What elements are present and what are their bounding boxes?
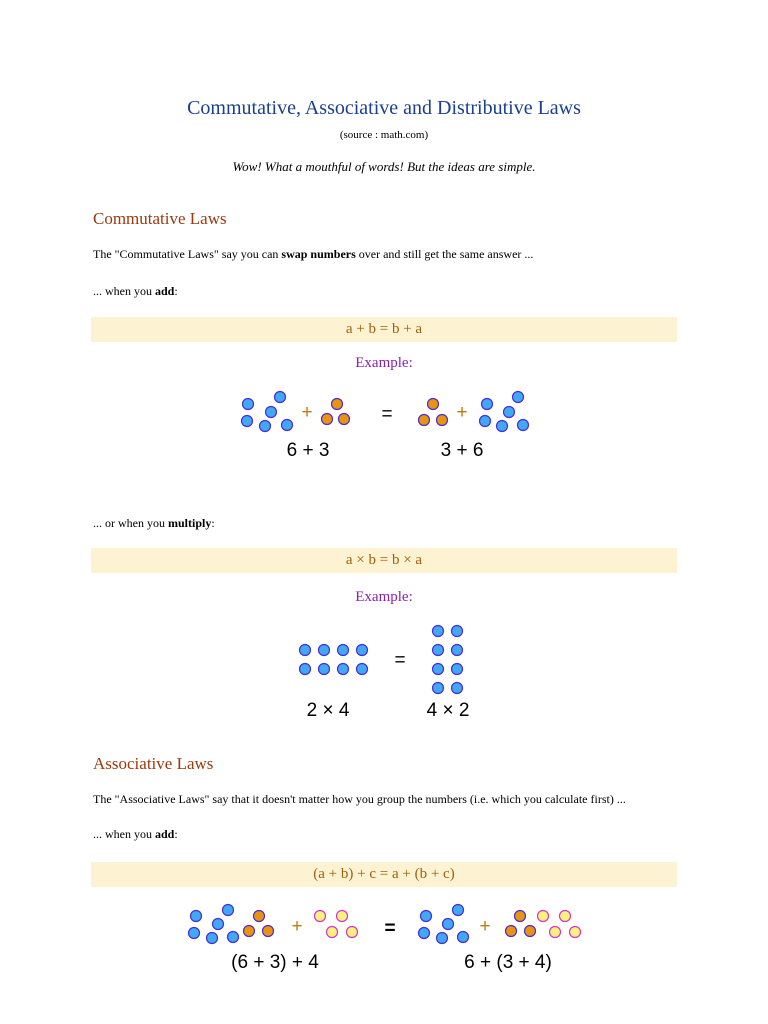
para-text: The "Commutative Laws" say you can <box>93 247 282 261</box>
orange-dot <box>322 414 333 425</box>
yellow-dot <box>327 927 338 938</box>
plus-sign: + <box>291 916 303 937</box>
blue-dot <box>458 932 469 943</box>
orange-dot <box>506 926 517 937</box>
para-text: over and still get the same answer ... <box>355 247 534 261</box>
associative-paragraph: The "Associative Laws" say that it doesn't matter how you group the numbers (i.e. which you calculate first) ... <box>93 792 626 806</box>
blue-dot <box>260 421 271 432</box>
blue-dot <box>480 416 491 427</box>
source-note: (source : math.com) <box>339 129 429 141</box>
equation-label: 6 + 3 <box>286 440 330 461</box>
blue-dot <box>275 392 286 403</box>
blue-dot <box>452 683 463 694</box>
blue-dot <box>207 933 218 944</box>
yellow-dot <box>550 927 561 938</box>
plus-sign: + <box>479 916 491 937</box>
para-bold: swap numbers <box>281 247 356 261</box>
equals-sign: = <box>384 918 396 939</box>
equation-label: 2 × 4 <box>306 700 350 721</box>
equation-label: 6 + (3 + 4) <box>464 952 552 973</box>
intro-text: Wow! What a mouthful of words! But the ideas are simple. <box>232 159 536 174</box>
blue-dot <box>319 664 330 675</box>
orange-dot <box>515 911 526 922</box>
para-text: ... or when you <box>93 516 168 530</box>
blue-dot <box>319 645 330 656</box>
blue-dot <box>433 626 444 637</box>
blue-dot <box>433 664 444 675</box>
para-text: ... when you <box>93 284 155 298</box>
blue-dot <box>282 420 293 431</box>
blue-dot <box>266 407 277 418</box>
blue-dot <box>228 932 239 943</box>
para-text: ... when you <box>93 827 155 841</box>
blue-dot <box>243 399 254 410</box>
plus-sign: + <box>301 402 313 423</box>
orange-dot <box>332 399 343 410</box>
blue-dot <box>421 911 432 922</box>
equals-sign: = <box>394 650 406 671</box>
orange-dot <box>428 399 439 410</box>
orange-dot <box>437 415 448 426</box>
para-text: : <box>211 516 215 530</box>
blue-dot <box>191 911 202 922</box>
orange-dot <box>419 415 430 426</box>
associative-heading: Associative Laws <box>93 754 214 773</box>
blue-dot <box>452 664 463 675</box>
para-bold: multiply <box>168 516 212 530</box>
blue-dot <box>189 928 200 939</box>
orange-dot <box>254 911 265 922</box>
blue-dot <box>433 645 444 656</box>
example-label: Example: <box>355 355 413 371</box>
blue-dot <box>213 919 224 930</box>
blue-dot <box>223 905 234 916</box>
page-title: Commutative, Associative and Distributive Laws <box>187 97 581 119</box>
blue-dot <box>504 407 515 418</box>
blue-dot <box>433 683 444 694</box>
blue-dot <box>482 399 493 410</box>
dots-layer <box>189 392 581 944</box>
blue-dot <box>453 905 464 916</box>
equation-label: (6 + 3) + 4 <box>231 952 319 973</box>
example-label: Example: <box>355 589 413 605</box>
plus-sign: + <box>456 402 468 423</box>
blue-dot <box>443 919 454 930</box>
blue-dot <box>300 664 311 675</box>
yellow-dot <box>347 927 358 938</box>
orange-dot <box>244 926 255 937</box>
orange-dot <box>525 926 536 937</box>
blue-dot <box>357 645 368 656</box>
commutative-add-formula: a + b = b + a <box>91 317 677 342</box>
orange-dot <box>339 414 350 425</box>
blue-dot <box>338 664 349 675</box>
orange-dot <box>263 926 274 937</box>
blue-dot <box>357 664 368 675</box>
associative-add-formula: (a + b) + c = a + (b + c) <box>91 862 677 887</box>
para-bold: add <box>155 827 175 841</box>
yellow-dot <box>315 911 326 922</box>
para-text: : <box>174 827 178 841</box>
equation-label: 3 + 6 <box>440 440 484 461</box>
blue-dot <box>242 416 253 427</box>
blue-dot <box>513 392 524 403</box>
yellow-dot <box>570 927 581 938</box>
para-text: : <box>174 284 178 298</box>
blue-dot <box>452 645 463 656</box>
para-bold: add <box>155 284 175 298</box>
blue-dot <box>518 420 529 431</box>
blue-dot <box>452 626 463 637</box>
equals-sign: = <box>381 404 393 425</box>
yellow-dot <box>560 911 571 922</box>
yellow-dot <box>538 911 549 922</box>
commutative-heading: Commutative Laws <box>93 209 227 228</box>
commutative-multiply-formula: a × b = b × a <box>91 548 677 573</box>
blue-dot <box>338 645 349 656</box>
blue-dot <box>437 933 448 944</box>
blue-dot <box>419 928 430 939</box>
yellow-dot <box>337 911 348 922</box>
blue-dot <box>497 421 508 432</box>
blue-dot <box>300 645 311 656</box>
equation-label: 4 × 2 <box>426 700 470 721</box>
